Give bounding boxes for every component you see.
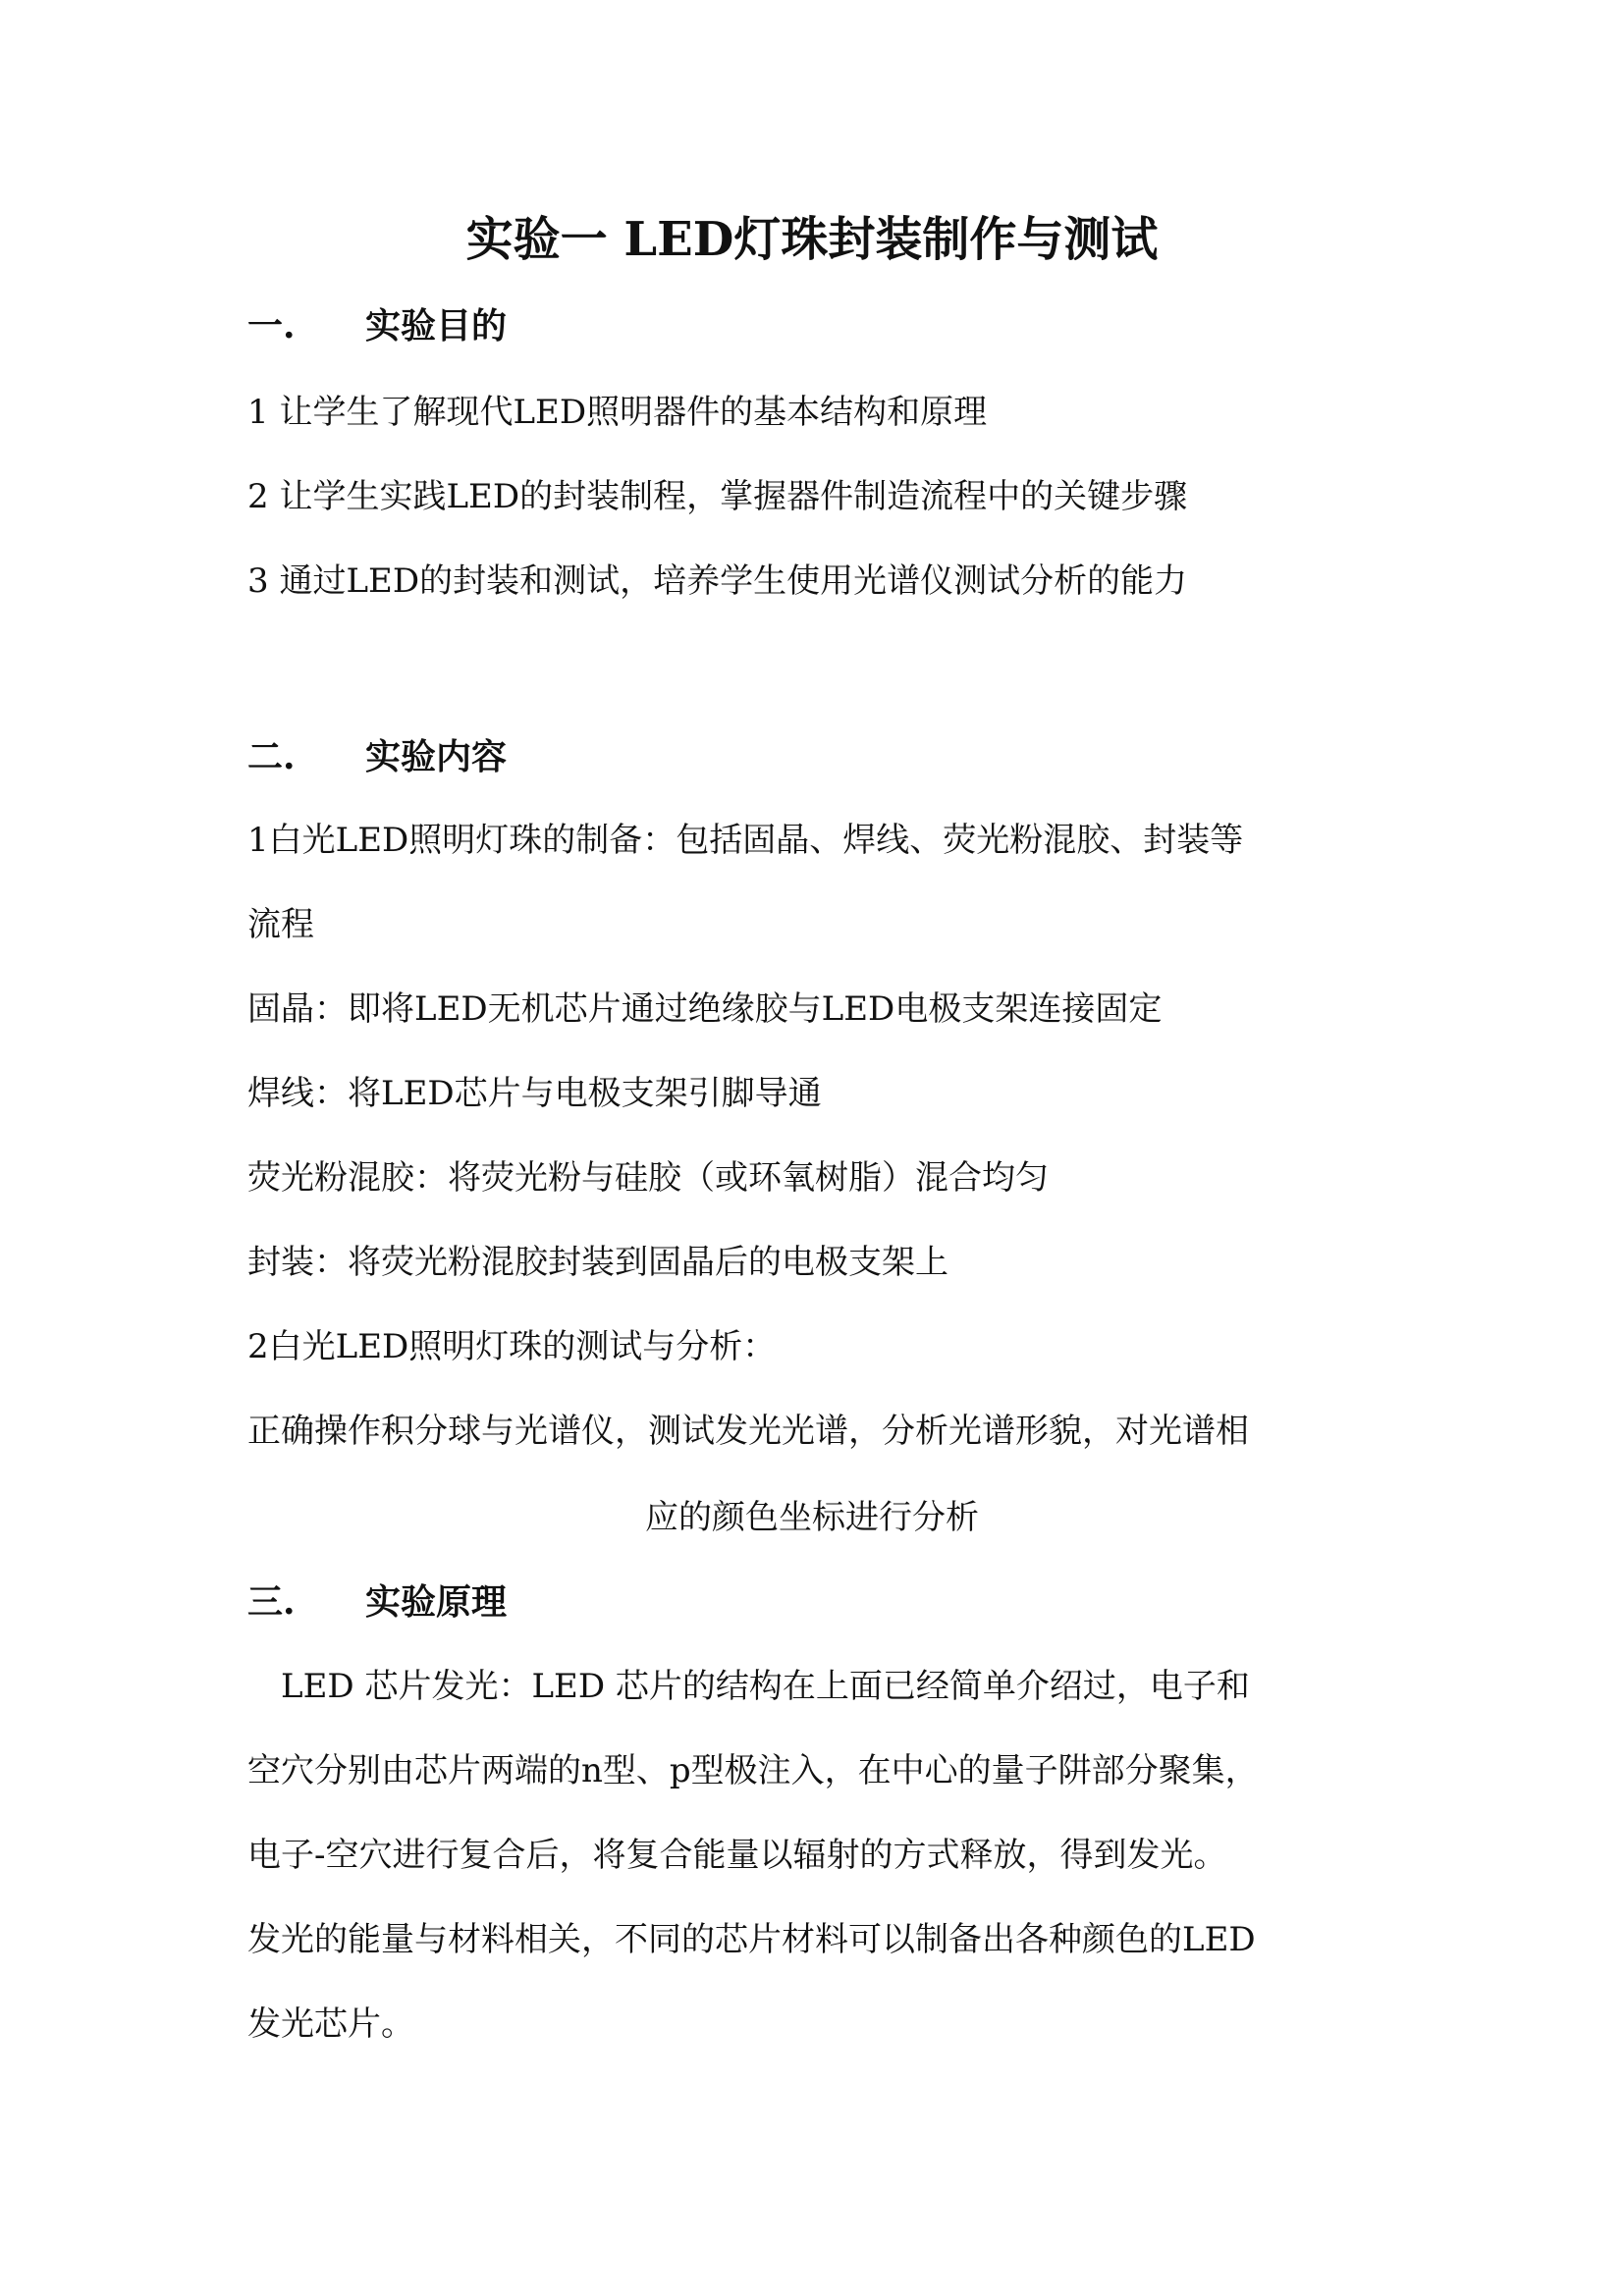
purpose-line-2: 2 让学生实践LED的封装制程，掌握器件制造流程中的关键步骤 bbox=[247, 477, 1188, 516]
section-number: 一. bbox=[247, 305, 296, 347]
section-number: 三. bbox=[247, 1581, 296, 1623]
section-title: 实验目的 bbox=[365, 305, 508, 347]
purpose-line-1: 1 让学生了解现代LED照明器件的基本结构和原理 bbox=[247, 393, 988, 432]
content-line-2: 流程 bbox=[247, 905, 314, 944]
principle-line-2: 空穴分别由芯片两端的n型、p型极注入，在中心的量子阱部分聚集， bbox=[247, 1751, 1259, 1790]
purpose-line-3: 3 通过LED的封装和测试，培养学生使用光谱仪测试分析的能力 bbox=[247, 561, 1188, 601]
content-line-5: 荧光粉混胶：将荧光粉与硅胶（或环氧树脂）混合均匀 bbox=[247, 1158, 1049, 1198]
content-line-3: 固晶：即将LED无机芯片通过绝缘胶与LED电极支架连接固定 bbox=[247, 989, 1163, 1029]
content-line-8: 正确操作积分球与光谱仪，测试发光光谱，分析光谱形貌，对光谱相 bbox=[247, 1412, 1249, 1451]
section-heading-principle bbox=[247, 1576, 507, 1628]
section-title: 实验内容 bbox=[365, 736, 508, 777]
page-title: 实验一 LED灯珠封装制作与测试 bbox=[465, 212, 1159, 267]
section-heading-content bbox=[247, 731, 507, 782]
principle-line-4: 发光的能量与材料相关，不同的芯片材料可以制备出各种颜色的LED bbox=[247, 1920, 1256, 1959]
principle-line-5: 发光芯片。 bbox=[247, 2004, 414, 2044]
section-number: 二. bbox=[247, 736, 296, 777]
section-heading-purpose bbox=[247, 300, 507, 351]
section-title: 实验原理 bbox=[365, 1581, 508, 1623]
content-line-1: 1白光LED照明灯珠的制备：包括固晶、焊线、荧光粉混胶、封装等 bbox=[247, 821, 1244, 860]
content-line-4: 焊线：将LED芯片与电极支架引脚导通 bbox=[247, 1074, 822, 1113]
principle-line-3: 电子-空穴进行复合后，将复合能量以辐射的方式释放，得到发光。 bbox=[247, 1836, 1227, 1875]
principle-line-1: LED 芯片发光：LED 芯片的结构在上面已经简单介绍过，电子和 bbox=[247, 1667, 1250, 1706]
content-line-9: 应的颜色坐标进行分析 bbox=[645, 1498, 979, 1537]
content-line-6: 封装：将荧光粉混胶封装到固晶后的电极支架上 bbox=[247, 1243, 948, 1282]
content-line-7: 2白光LED照明灯珠的测试与分析： bbox=[247, 1327, 777, 1366]
